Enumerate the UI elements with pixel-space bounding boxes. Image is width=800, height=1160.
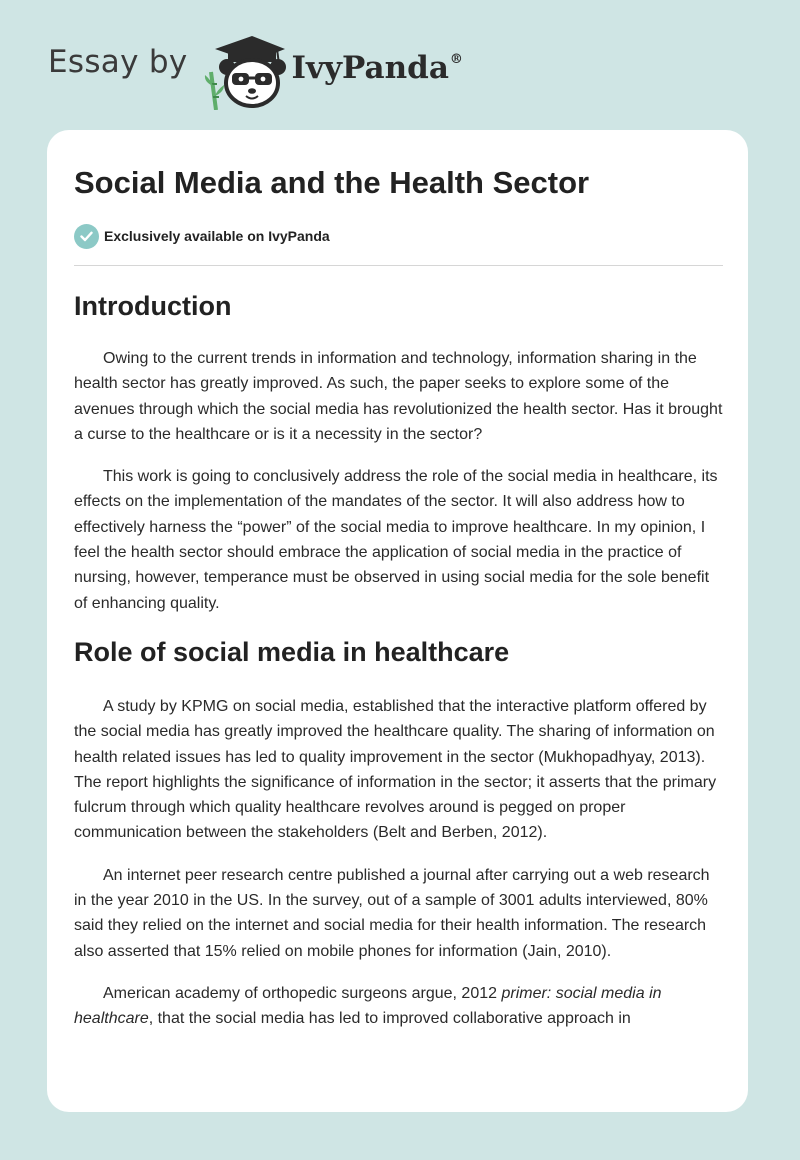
- site-header: [48, 30, 463, 110]
- essay-by-label: Essay by: [48, 44, 188, 80]
- paragraph: Owing to the current trends in information and technology, information sharing in the health sector has greatly improved. As such, the paper seeks to explore some of the avenues through which the social media has revolutionized the health sector. Has it brought a curse to the healthcare or is it a necessity in the sector?: [74, 350, 723, 443]
- registered-mark: ®: [449, 52, 463, 67]
- paragraph: An internet peer research centre published a journal after carrying out a web research in the year 2010 in the US. In the survey, out of a sample of 3001 adults interviewed, 80% said they relied on the internet and social media for their health information. The research also asserted that 15% relied on mobile phones for information (Jain, 2010).: [74, 866, 710, 960]
- section-heading-introduction: Introduction: [74, 291, 232, 321]
- panda-graduate-icon[interactable]: [202, 30, 288, 110]
- exclusive-badge: [74, 223, 724, 249]
- essay-title: Social Media and the Health Sector: [74, 165, 590, 200]
- paragraph-text: , that the social media has led to improved collaborative approach in: [148, 1010, 631, 1028]
- essay-content: [74, 162, 724, 1032]
- cited-title: primer: social media in healthcare: [74, 984, 662, 1028]
- brand-label: IvyPanda: [291, 50, 449, 86]
- essay-card: [47, 130, 748, 1112]
- paragraph: This work is going to conclusively address the role of the social media in healthcare, its effects on the implementation of the mandates of the sector. It will also address how to effectively harness the “power” of the social media to improve healthcare. In my opinion, I feel the health sector should embrace the application of social media in the practice of nursing, however, temperance must be observed in using social media for the sole benefit of enhancing quality.: [74, 468, 718, 612]
- check-circle-icon: [74, 224, 99, 249]
- paragraph: A study by KPMG on social media, established that the interactive platform offered by the social media has greatly improved the healthcare quality. The sharing of information on health related issues has led to quality improvement in the sector (Mukhopadhyay, 2013). The report highlights the significance of information in the sector; it asserts that the primary fulcrum through which quality healthcare revolves around is pegged on proper communication between the stakeholders (Belt and Berben, 2012).: [74, 697, 717, 842]
- paragraph-text: American academy of orthopedic surgeons argue, 2012: [103, 984, 502, 1002]
- brand-name[interactable]: [292, 50, 463, 86]
- paragraph: [74, 981, 724, 1032]
- exclusive-badge-label: Exclusively available on IvyPanda: [104, 228, 330, 244]
- section-heading-role-of-social-media: Role of social media in healthcare: [74, 636, 510, 667]
- divider: [74, 265, 723, 266]
